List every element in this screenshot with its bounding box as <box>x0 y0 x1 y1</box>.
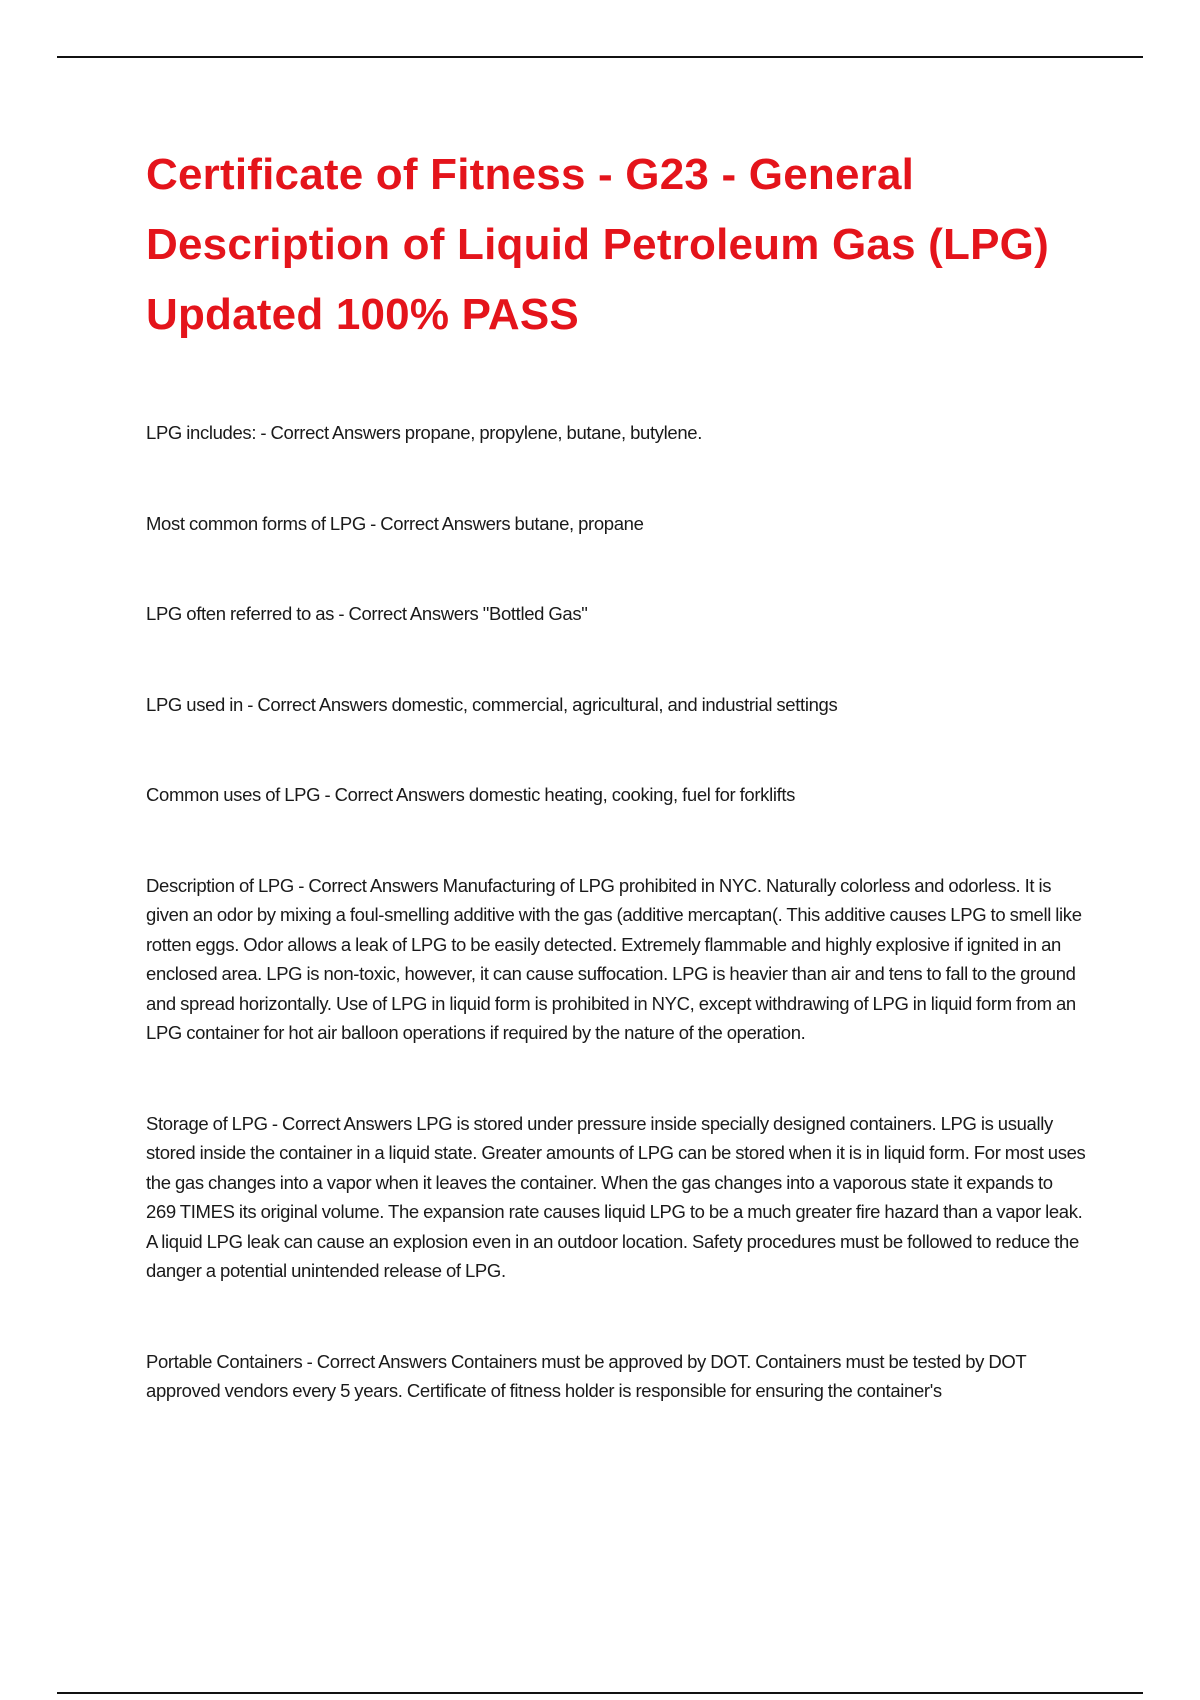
qa-item <box>146 780 1086 810</box>
qa-question: Storage of LPG - <box>146 1112 278 1134</box>
qa-answer: Manufacturing of LPG prohibited in NYC. Naturally colorless and odorless. It is given an odor by mixing a foul-smelling additive with the gas (additive mercaptan(. This additive causes LPG to smell like rotten eggs. Odor allows a leak of LPG to be easily detected. Extremely flammable and highly explosive if ignited in an enclosed area. LPG is non-toxic, however, it can cause suffocation. LPG is heavier than air and tens to fall to the ground and spread horizontally. Use of LPG in liquid form is prohibited in NYC, except withdrawing of LPG in liquid form from an LPG container for hot air balloon operations if required by the nature of the operation. <box>146 874 1082 1043</box>
qa-item <box>146 599 1086 629</box>
top-rule <box>57 56 1143 58</box>
qa-item <box>146 418 1086 448</box>
qa-list <box>146 418 1086 1406</box>
qa-item <box>146 1109 1086 1286</box>
qa-item <box>146 871 1086 1048</box>
qa-question: Description of LPG - <box>146 874 305 896</box>
qa-answer-label: Correct Answers <box>282 1112 412 1134</box>
qa-answer: domestic heating, cooking, fuel for forklifts <box>468 784 796 805</box>
qa-answer-label: Correct Answers <box>348 603 479 624</box>
qa-question: Most common forms of LPG - <box>146 512 376 534</box>
bottom-rule <box>57 1692 1143 1694</box>
qa-answer-label: Correct Answers <box>334 784 465 805</box>
qa-question: LPG often referred to as - <box>146 603 345 624</box>
qa-answer-label: Correct Answers <box>257 693 388 715</box>
document-body <box>146 140 1086 1467</box>
qa-question: LPG used in - <box>146 693 254 715</box>
qa-answer-label: Correct Answers <box>316 1350 447 1372</box>
qa-question: Common uses of LPG - <box>146 784 331 805</box>
qa-item <box>146 509 1086 539</box>
qa-answer-label: Correct Answers <box>308 874 439 896</box>
qa-answer: Containers must be approved by DOT. Containers must be tested by DOT approved vendors every 5 years. Certificate of fitness holder is responsible for ensuring the container's <box>146 1350 1027 1401</box>
qa-item <box>146 690 1086 720</box>
qa-answer-label: Correct Answers <box>270 422 401 443</box>
qa-answer: domestic, commercial, agricultural, and industrial settings <box>391 693 838 715</box>
qa-answer: LPG is stored under pressure inside specially designed containers. LPG is usually stored inside the container in a liquid state. Greater amounts of LPG can be stored when it is in liquid form. For most uses the gas changes into a vapor when it leaves the container. When the gas changes into a vaporous state it expands to 269 TIMES its original volume. The expansion rate causes liquid LPG to be a much greater fire hazard than a vapor leak. A liquid LPG leak can cause an explosion even in an outdoor location. Safety procedures must be followed to reduce the danger a potential unintended release of LPG. <box>146 1112 1086 1281</box>
document-title: Certificate of Fitness - G23 - General Description of Liquid Petroleum Gas (LPG) Updated 100% PASS <box>146 150 1049 339</box>
qa-answer: propane, propylene, butane, butylene. <box>404 422 703 443</box>
qa-question: Portable Containers - <box>146 1350 313 1372</box>
qa-answer: butane, propane <box>514 512 644 534</box>
qa-answer: "Bottled Gas" <box>482 603 588 624</box>
qa-question: LPG includes: - <box>146 422 267 443</box>
qa-answer-label: Correct Answers <box>380 512 511 534</box>
qa-item <box>146 1347 1086 1406</box>
